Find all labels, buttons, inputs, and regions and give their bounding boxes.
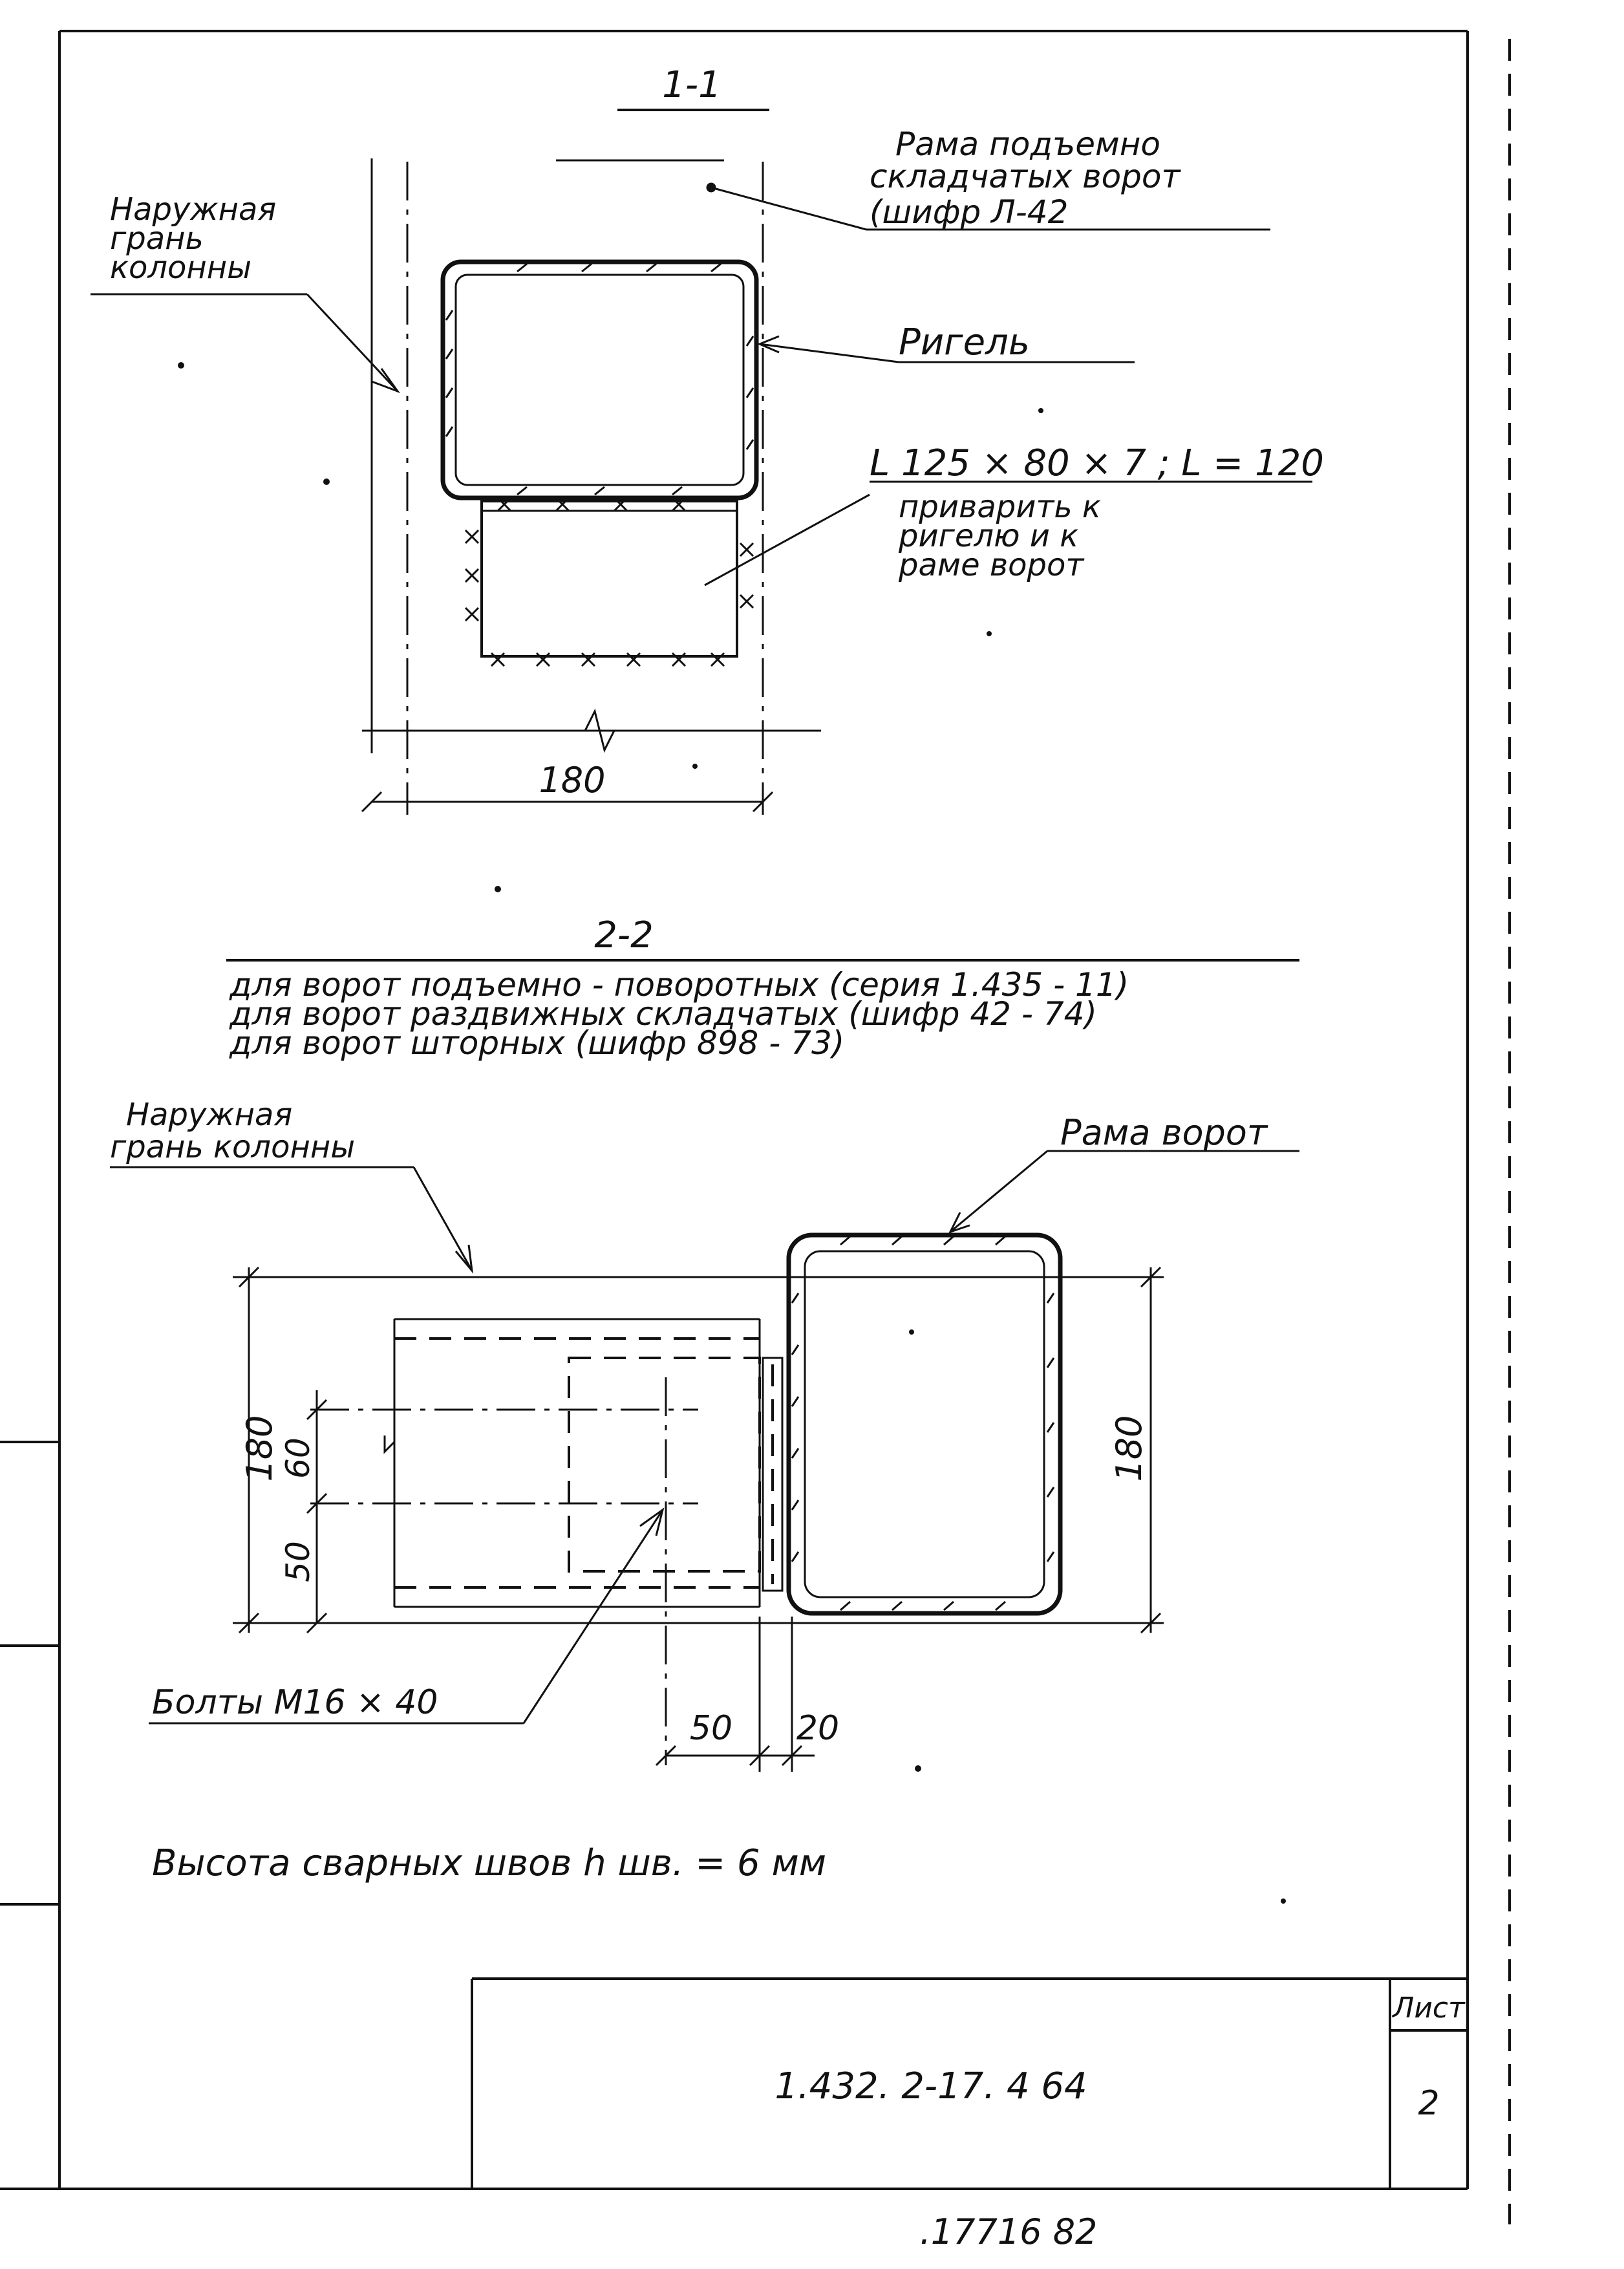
applicability-3: для ворот шторных (шифр 898 - 73) (230, 1024, 845, 1062)
angle-plate (482, 501, 737, 656)
crossbar-outer (443, 262, 756, 498)
outer-face-label-2: грань (110, 220, 204, 257)
section-1-1 (91, 64, 1324, 815)
weld-note-1: приварить к (899, 489, 1101, 525)
angle-label: L 125 × 80 × 7 ; L = 120 (870, 442, 1324, 484)
outer-face-label-3: колонны (110, 250, 252, 286)
designation-code: 1.432. 2-17. 4 64 (775, 2065, 1087, 2107)
gate-frame-inner (805, 1251, 1044, 1597)
frame-label-1: Рама подъемно (895, 125, 1160, 163)
dim-20: 20 (796, 1709, 840, 1748)
outer-face-2-label-2: грань колонны (110, 1129, 356, 1165)
weld-note-2: ригелю и к (899, 518, 1079, 554)
sheet-number: 2 (1418, 2084, 1440, 2123)
dim-height-right: 180 (1109, 1415, 1149, 1482)
title-block (472, 1979, 1468, 2189)
section-1-dim-width: 180 (539, 760, 606, 801)
section-2-2 (110, 914, 1299, 1772)
frame-2-label: Рама ворот (1060, 1112, 1268, 1153)
outer-face-label-1: Наружная (110, 191, 277, 228)
frame-label-3: (шифр Л-42 (870, 193, 1069, 231)
applicability-2: для ворот раздвижных складчатых (шифр 42 - 74) (230, 995, 1097, 1033)
weld-note-3: раме ворот (899, 547, 1084, 583)
crossbar-inner (456, 275, 743, 485)
dim-height-left: 180 (239, 1415, 280, 1482)
gate-frame-outer (789, 1235, 1060, 1613)
crossbar-label: Ригель (899, 321, 1030, 363)
applicability-1: для ворот подъемно - поворотных (серия 1.435 - 11) (230, 966, 1129, 1004)
section-2-2-title: 2-2 (594, 914, 654, 956)
weld-height-note: Высота сварных швов h шв. = 6 мм (152, 1842, 826, 1884)
section-1-1-title: 1-1 (662, 64, 721, 106)
dim-60: 60 (279, 1437, 317, 1479)
outer-face-2-label-1: Наружная (126, 1097, 293, 1133)
bolts-label: Болты М16 × 40 (152, 1683, 438, 1722)
frame-label-2: складчатых ворот (870, 158, 1181, 195)
archive-number: .17716 82 (919, 2211, 1098, 2252)
dim-50-horizontal: 50 (689, 1709, 733, 1748)
sheet-label: Лист (1393, 1992, 1465, 2025)
dim-50-vertical: 50 (279, 1541, 317, 1582)
